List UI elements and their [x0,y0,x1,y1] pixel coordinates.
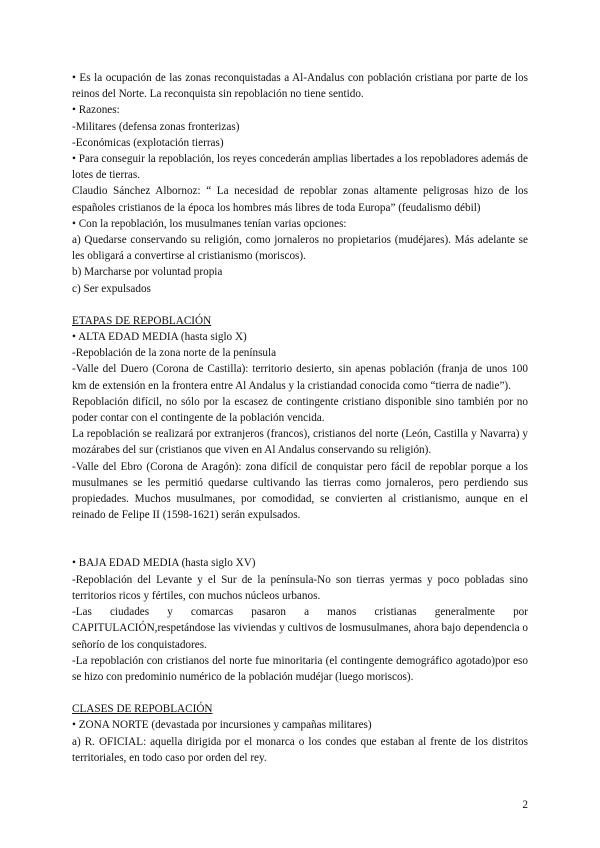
paragraph: • BAJA EDAD MEDIA (hasta siglo XV) [72,557,256,570]
paragraph: Repoblación difícil, no sólo por la escasez de contingente cristiano disponible sino también por no poder contar con el contingente de la población vencida. [72,395,528,425]
paragraph: • Con la repoblación, los musulmanes tenían varias opciones: [72,217,347,230]
paragraph: c) Ser expulsados [72,282,151,295]
paragraph: -Valle del Ebro (Corona de Aragón): zona difícil de conquistar pero fácil de repoblar porque a los musulmanes se les permitió quedarse cultivando las tierras como jornaleros, pero perdiendo sus propiedades. Muchos musulmanes, por comodidad, se convierten al cristianismo, aunque en el reinado de Felipe II (1598-1621) serán expulsados. [72,460,528,522]
paragraph: • Es la ocupación de las zonas reconquistadas a Al-Andalus con población cristiana por parte de los reinos del Norte. La reconquista sin repoblación no tiene sentido. [72,72,528,101]
paragraph: • ZONA NORTE (devastada por incursiones y campañas militares) [72,719,372,732]
paragraph: a) R. OFICIAL: aquella dirigida por el monarca o los condes que estaban al frente de los distritos territoriales, en todo caso por orden del rey. [72,735,528,764]
paragraph: • ALTA EDAD MEDIA (hasta siglo X) [72,331,247,344]
baja-edad-media-section [72,555,528,685]
paragraph: a) Quedarse conservando su religión, como jornaleros no propietarios (mudéjares). Más adelante se les obligará a convertirse al cristianismo (moriscos). [72,234,528,263]
paragraph: -Económicas (explotación tierras) [72,136,224,149]
document-page [72,70,528,766]
spacer [72,685,528,701]
paragraph: -Repoblación de la zona norte de la península [72,347,277,360]
paragraph: -Repoblación del Levante y el Sur de la península-No son tierras yermas y poco pobladas sino territorios ricos y fértiles, con muchos núcleos urbanos. [72,573,528,602]
quote-paragraph: Claudio Sánchez Albornoz: “ La necesidad de repoblar zonas altamente peligrosas hizo de los españoles cristianos de la época los hombres más libres de toda Europa” (feudalismo débil) [72,185,528,214]
alta-edad-media-section [72,329,528,523]
paragraph: • Razones: [72,104,120,117]
paragraph: b) Marcharse por voluntad propia [72,266,223,279]
spacer [72,523,528,555]
paragraph: -Militares (defensa zonas fronterizas) [72,120,240,133]
classes-section [72,717,528,766]
paragraph: -Las ciudades y comarcas pasaron a manos cristianas generalmente por CAPITULACIÓN,respetándose las viviendas y cultivos de losmusulmanes, ahora bajo dependencia o señorío de los conquistadores. [72,606,528,651]
intro-section [72,70,528,297]
paragraph: • Para conseguir la repoblación, los reyes concederán amplias libertades a los repobladores además de lotes de tierras. [72,153,528,182]
section-heading-classes: CLASES DE REPOBLACIÓN [72,703,213,716]
section-heading-stages: ETAPAS DE REPOBLACIÓN [72,314,212,327]
paragraph: -Valle del Duero (Corona de Castilla): territorio desierto, sin apenas población (franja de unos 100 km de extensión en la frontera entre Al Andalus y la cristiandad conocida como “tierra de nadie”). [72,363,528,392]
paragraph: La repoblación se realizará por extranjeros (francos), cristianos del norte (León, Castilla y Navarra) y mozárabes del sur (cristianos que viven en Al Andalus conservando su religión). [72,428,528,457]
spacer [72,297,528,313]
paragraph: -La repoblación con cristianos del norte fue minoritaria (el contingente demográfico agotado)por eso se hizo con predominio numérico de la población mudéjar (luego moriscos). [72,654,528,683]
page-number: 2 [522,799,528,811]
